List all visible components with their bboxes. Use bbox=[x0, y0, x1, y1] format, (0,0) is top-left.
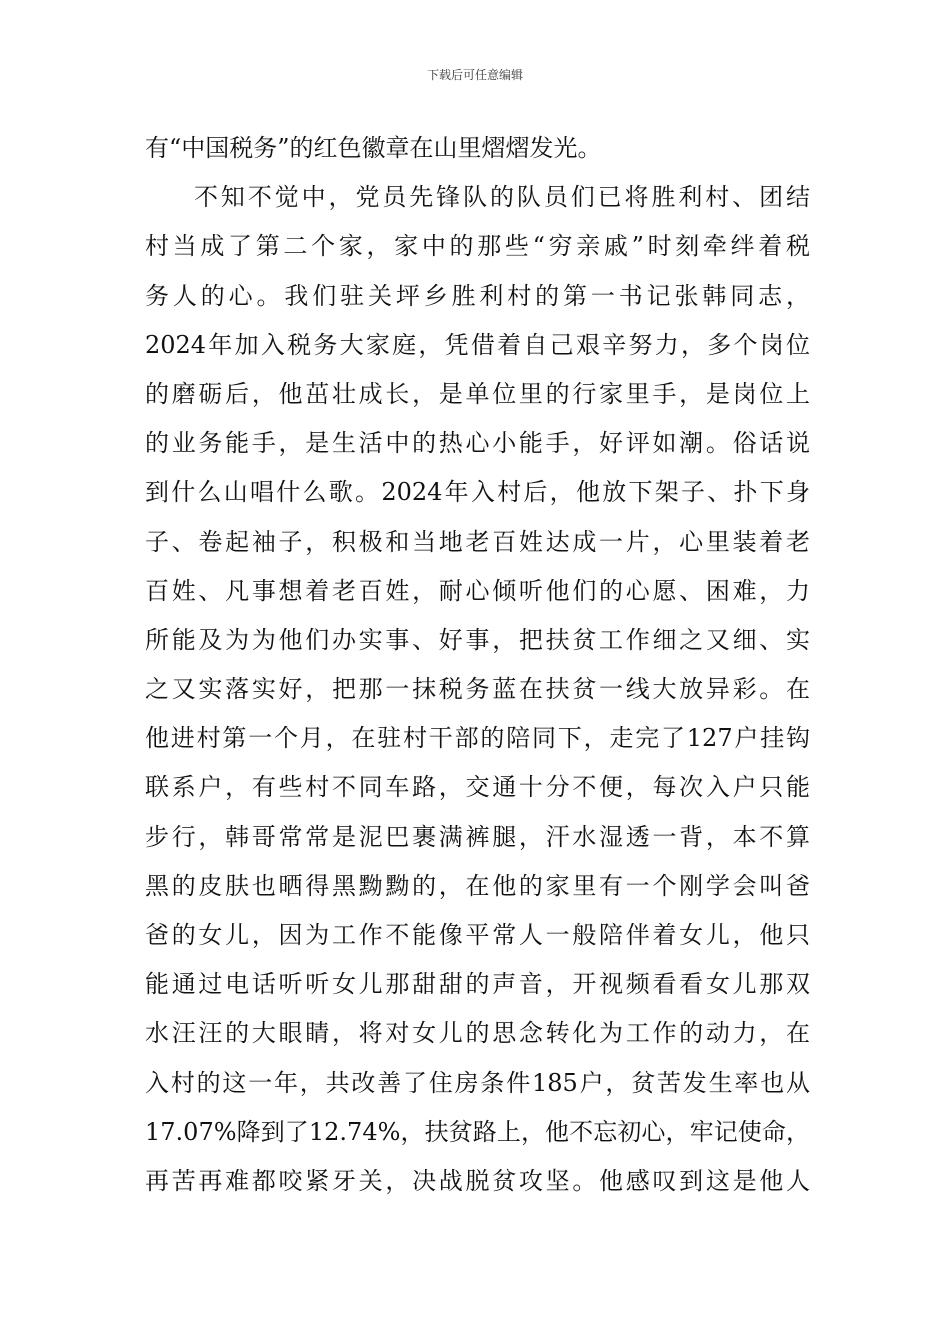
text-line: 之又实落实好，把那一抹税务蓝在扶贫一线大放异彩。在 bbox=[145, 675, 810, 704]
text-line: 子、卷起袖子，积极和当地老百姓达成一片，心里装着老 bbox=[145, 527, 810, 556]
text-line: 村当成了第二个家，家中的那些“穷亲戚”时刻牵绊着税 bbox=[145, 232, 810, 261]
document-body bbox=[145, 124, 810, 1206]
text-line: 联系户，有些村不同车路，交通十分不便，每次入户只能 bbox=[145, 773, 810, 802]
text-line: 入村的这一年，共改善了住房条件185户，贫苦发生率也从 bbox=[145, 1068, 810, 1097]
text-line: 17.07%降到了12.74%，扶贫路上，他不忘初心，牢记使命， bbox=[145, 1117, 810, 1146]
text-line: 能通过电话听听女儿那甜甜的声音，开视频看看女儿那双 bbox=[145, 970, 810, 999]
text-line: 百姓、凡事想着老百姓，耐心倾听他们的心愿、困难，力 bbox=[145, 576, 810, 605]
page-header: 下载后可任意编辑 bbox=[426, 68, 523, 82]
text-line: 务人的心。我们驻关坪乡胜利村的第一书记张韩同志， bbox=[145, 281, 810, 310]
text-line: 有“中国税务”的红色徽章在山里熠熠发光。 bbox=[145, 134, 602, 162]
text-line: 所能及为为他们办实事、好事，把扶贫工作细之又细、实 bbox=[145, 625, 810, 654]
text-line: 爸的女儿，因为工作不能像平常人一般陪伴着女儿，他只 bbox=[145, 921, 810, 949]
text-line: 他进村第一个月，在驻村干部的陪同下，走完了127户挂钩 bbox=[145, 724, 810, 753]
text-line: 的业务能手，是生活中的热心小能手，好评如潮。俗话说 bbox=[145, 429, 810, 458]
text-line: 步行，韩哥常常是泥巴裹满裤腿，汗水湿透一背，本不算 bbox=[145, 822, 810, 851]
text-line: 2024年加入税务大家庭，凭借着自己艰辛努力，多个岗位 bbox=[145, 330, 810, 359]
text-line: 再苦再难都咬紧牙关，决战脱贫攻坚。他感叹到这是他人 bbox=[145, 1166, 810, 1195]
text-line: 到什么山唱什么歌。2024年入村后，他放下架子、扑下身 bbox=[145, 478, 810, 507]
text-line: 水汪汪的大眼睛，将对女儿的思念转化为工作的动力，在 bbox=[145, 1019, 810, 1048]
text-line: 不知不觉中，党员先锋队的队员们已将胜利村、团结 bbox=[194, 183, 810, 212]
text-line: 的磨砺后，他茁壮成长，是单位里的行家里手，是岗位上 bbox=[145, 379, 810, 408]
text-line: 黑的皮肤也晒得黑黝黝的，在他的家里有一个刚学会叫爸 bbox=[145, 871, 810, 900]
